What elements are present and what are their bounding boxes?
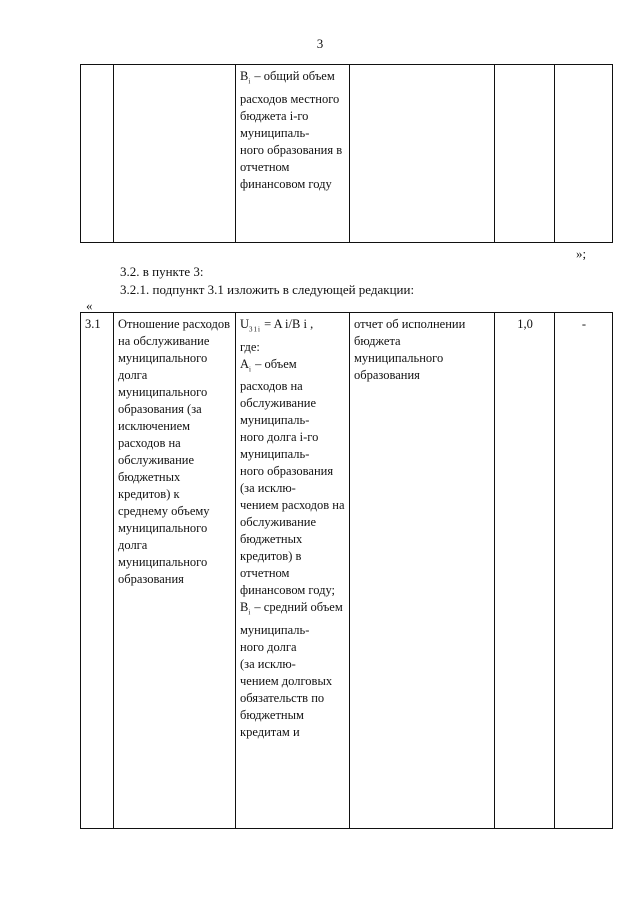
cell-formula: [236, 65, 350, 243]
formula-b-definition: $B_i$ – средний объем муниципаль- ного долга (за исклю- чением долговых обязательств по бюджетным кредитам и: [240, 600, 343, 739]
opening-quote: «: [86, 298, 93, 313]
table-row: [81, 313, 613, 829]
formula-head: $U_{31i} = A$ i/B i , где:: [240, 317, 314, 354]
cell-source: отчет об исполнении бюджета муниципального образования: [350, 313, 495, 829]
cell-source: [350, 65, 495, 243]
cell-weight: [495, 65, 555, 243]
cell-extra: -: [555, 313, 613, 829]
formula-a-definition: $A_i$ – объем расходов на обслуживание муниципаль- ного долга i-го муниципаль- ного образования (за исклю- чением расходов на обслуживание бюджетных кредитов) в отчетном финансовом году;: [240, 356, 345, 597]
var-b-subscript: i: [248, 77, 252, 86]
page-number: 3: [316, 36, 324, 51]
cell-extra: [555, 65, 613, 243]
cell-indicator: [114, 65, 236, 243]
closing-quote: »;: [576, 246, 587, 261]
cell-number: [81, 65, 114, 243]
table-row: [81, 65, 613, 243]
cell-indicator: Отношение расходов на обслуживание муниципального долга муниципального образования (за исключением расходов на обслуживание бюджетных кредитов) к среднему объему муниципального долга муниципального образования: [114, 313, 236, 829]
var-b: B: [240, 69, 249, 83]
cell-weight: 1,0: [495, 313, 555, 829]
cell-formula: [236, 313, 350, 829]
var-b-description: – общий объем расходов местного бюджета i-го муниципаль- ного образования в отчетном финансовом году: [240, 69, 343, 191]
indicator-table: [80, 312, 613, 829]
paragraph-3-2: 3.2. в пункте 3:: [120, 264, 204, 279]
continuation-table: [80, 64, 613, 243]
paragraph-3-2-1: 3.2.1. подпункт 3.1 изложить в следующей редакции:: [120, 282, 415, 297]
cell-number: 3.1: [81, 313, 114, 829]
